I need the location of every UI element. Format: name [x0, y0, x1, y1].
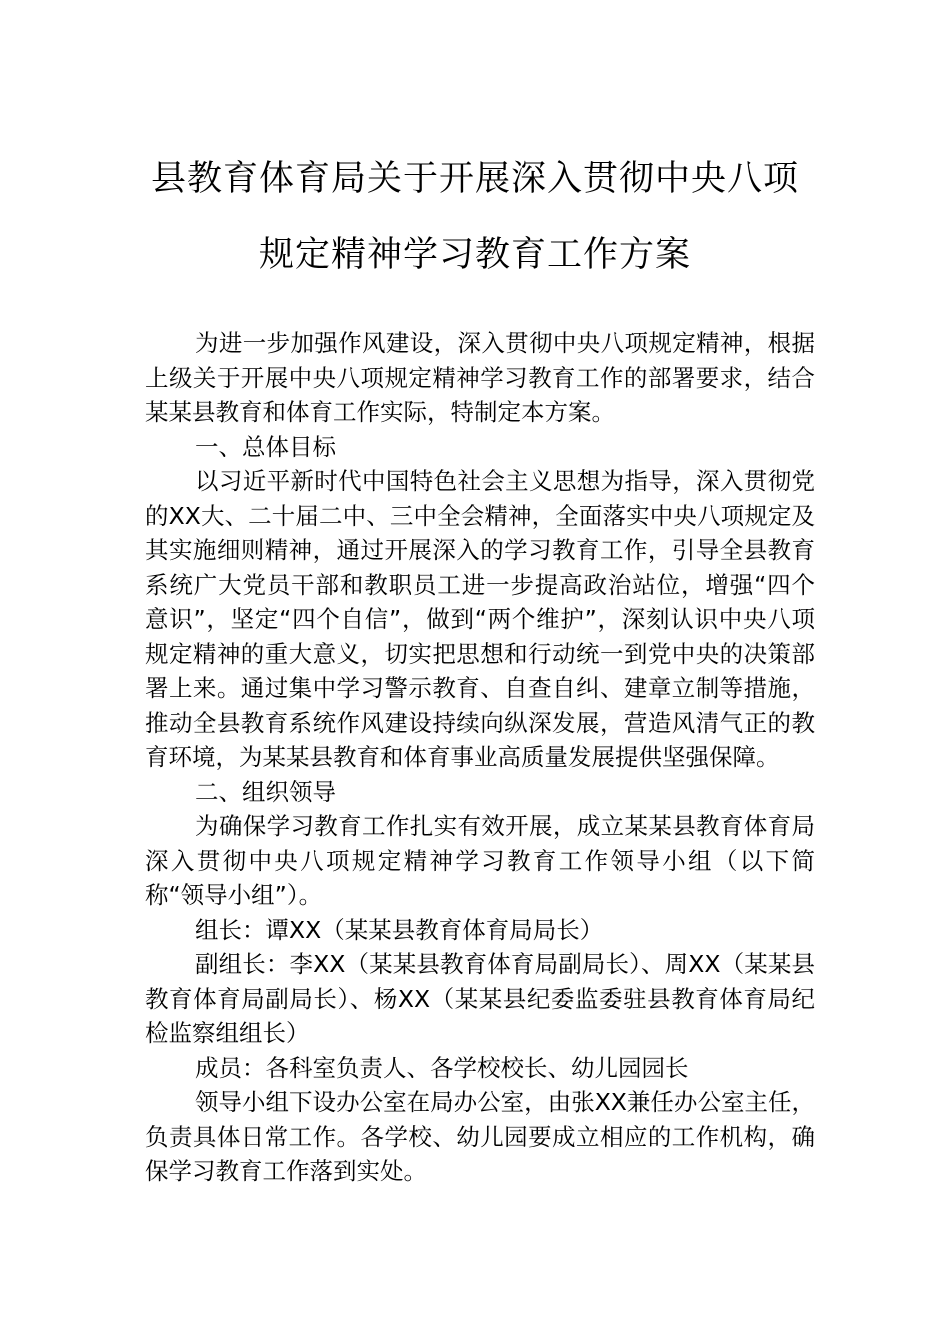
intro-paragraph: 为进一步加强作风建设，深入贯彻中央八项规定精神，根据上级关于开展中央八项规定精神学习教育工作的部署要求，结合某某县教育和体育工作实际，特制定本方案。: [145, 329, 815, 426]
document-title: [100, 159, 850, 275]
section-heading-organization: 二、组织领导: [195, 777, 336, 806]
deputy-leaders-paragraph: 副组长：李XX（某某县教育体育局副局长）、周XX（某某县教育体育局副局长）、杨XX（某某县纪委监委驻县教育体育局纪检监察组组长）: [145, 950, 815, 1047]
organization-paragraph: 为确保学习教育工作扎实有效开展，成立某某县教育体育局深入贯彻中央八项规定精神学习教育工作领导小组（以下简称“领导小组”）。: [145, 812, 815, 909]
members-line: 成员：各科室负责人、各学校校长、幼儿园园长: [195, 1053, 689, 1082]
title-line-1: 县教育体育局关于开展深入贯彻中央八项: [150, 159, 799, 199]
office-paragraph: 领导小组下设办公室在局办公室，由张XX兼任办公室主任，负责具体日常工作。各学校、幼儿园要成立相应的工作机构，确保学习教育工作落到实处。: [145, 1088, 815, 1185]
document-body: [145, 326, 815, 1189]
section-heading-goals: 一、总体目标: [195, 432, 336, 461]
goals-paragraph: 以习近平新时代中国特色社会主义思想为指导，深入贯彻党的XX大、二十届二中、三中全会精神，全面落实中央八项规定及其实施细则精神，通过开展深入的学习教育工作，引导全县教育系统广大党员干部和教职员工进一步提高政治站位，增强“四个意识”，坚定“四个自信”，做到“两个维护”，深刻认识中央八项规定精神的重大意义，切实把思想和行动统一到党中央的决策部署上来。通过集中学习警示教育、自查自纠、建章立制等措施，推动全县教育系统作风建设持续向纵深发展，营造风清气正的教育环境，为某某县教育和体育事业高质量发展提供坚强保障。: [145, 467, 815, 771]
title-line-2: 规定精神学习教育工作方案: [258, 235, 691, 275]
leader-line: 组长：谭XX（某某县教育体育局局长）: [195, 915, 604, 944]
